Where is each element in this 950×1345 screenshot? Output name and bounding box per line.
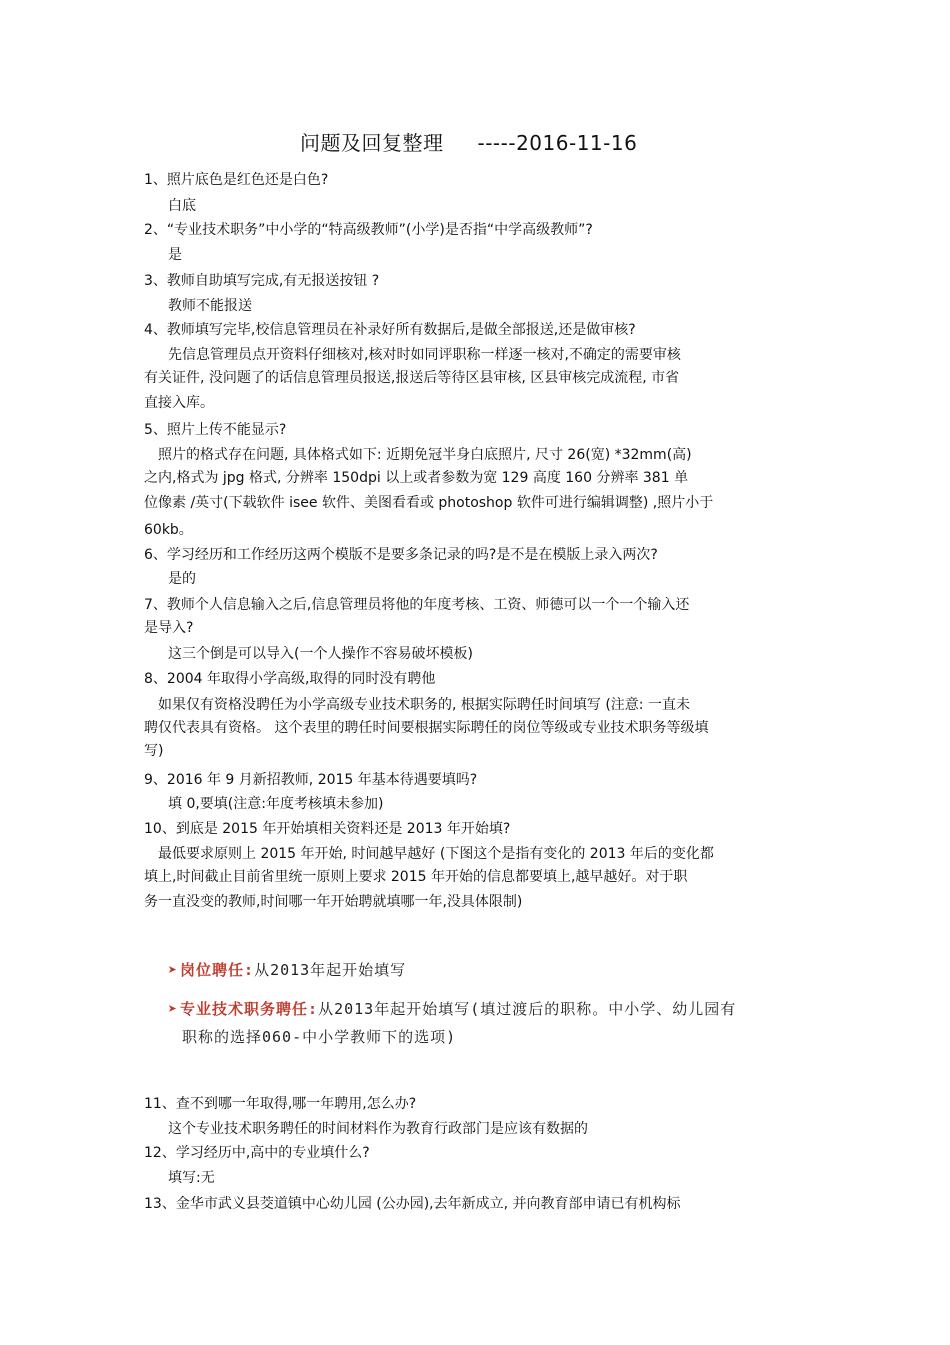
answer-4-line-2: 有关证件, 没问题了的话信息管理员报送,报送后等待区县审核, 区县审核完成流程, 市省 (144, 370, 680, 386)
answer-5-line-3: 位像素 /英寸(下载软件 isee 软件、美图看看或 photoshop 软件可进行编辑调整) ,照片小于 (144, 495, 714, 511)
answer-2: 是 (168, 247, 182, 263)
arrow-icon: ➤ (168, 1000, 179, 1018)
note-text-1: 从2013年起开始填写 (254, 961, 407, 979)
answer-1: 白底 (168, 198, 196, 214)
answer-12: 填写:无 (168, 1170, 215, 1186)
answer-8-line-1: 如果仅有资格没聘任为小学高级专业技术职务的, 根据实际聘任时间填写 (注意: 一直未 (158, 697, 690, 713)
question-13: 13、金华市武义县茭道镇中心幼儿园 (公办园),去年新成立, 并向教育部申请已有机构标 (144, 1196, 681, 1212)
question-10: 10、到底是 2015 年开始填相关资料还是 2013 年开始填? (144, 821, 511, 837)
answer-4-line-3: 直接入库。 (144, 395, 214, 411)
arrow-icon: ➤ (168, 961, 179, 979)
answer-6: 是的 (168, 571, 196, 587)
question-8: 8、2004 年取得小学高级,取得的同时没有聘他 (144, 671, 436, 687)
note-label-2: 专业技术职务聘任: (180, 1000, 319, 1018)
question-12: 12、学习经历中,高中的专业填什么? (144, 1145, 370, 1161)
answer-4-line-1: 先信息管理员点开资料仔细核对,核对时如同评职称一样逐一核对,不确定的需要审核 (168, 347, 681, 363)
question-4: 4、教师填写完毕,校信息管理员在补录好所有数据后,是做全部报送,还是做审核? (144, 322, 636, 338)
note-label-1: 岗位聘任: (180, 961, 255, 979)
question-9: 9、2016 年 9 月新招教师, 2015 年基本待遇要填吗? (144, 772, 478, 788)
note-item-1 (168, 960, 406, 980)
answer-9: 填 0,要填(注意:年度考核填未参加) (168, 796, 384, 812)
question-7-line-2: 是导入? (144, 620, 194, 636)
answer-11: 这个专业技术职务聘任的时间材料作为教育行政部门是应该有数据的 (168, 1121, 588, 1137)
answer-8-line-2: 聘仅代表具有资格。 这个表里的聘任时间要根据实际聘任的岗位等级或专业技术职务等级填 (144, 720, 709, 736)
answer-10-line-1: 最低要求原则上 2015 年开始, 时间越早越好 (下图这个是指有变化的 2013 年后的变化都 (158, 846, 714, 862)
question-2: 2、“专业技术职务”中小学的“特高级教师”(小学)是否指“中学高级教师”? (144, 222, 593, 238)
note-text-2-continued: 职称的选择060-中小学教师下的选项) (182, 1028, 457, 1046)
question-3: 3、教师自助填写完成,有无报送按钮 ? (144, 273, 380, 289)
answer-5-line-1: 照片的格式存在问题, 具体格式如下: 近期免冠半身白底照片, 尺寸 26(宽) *32mm(高) (158, 447, 692, 463)
note-text-2: 从2013年起开始填写(填过渡后的职称。中小学、幼儿园有 (318, 1000, 737, 1018)
question-5: 5、照片上传不能显示? (144, 422, 287, 438)
answer-5-line-4: 60kb。 (144, 522, 193, 538)
title-date: -----2016-11-16 (477, 131, 638, 155)
answer-8-line-3: 写) (144, 743, 164, 759)
question-1: 1、照片底色是红色还是白色? (144, 172, 329, 188)
page-title (300, 130, 637, 156)
answer-5-line-2: 之内,格式为 jpg 格式, 分辨率 150dpi 以上或者参数为宽 129 高度 160 分辨率 381 单 (144, 470, 689, 486)
note-item-2 (168, 999, 736, 1019)
question-11: 11、查不到哪一年取得,哪一年聘用,怎么办? (144, 1096, 417, 1112)
title-main: 问题及回复整理 (300, 131, 444, 155)
answer-7: 这三个倒是可以导入(一个人操作不容易破坏模板) (168, 646, 473, 662)
answer-3: 教师不能报送 (168, 298, 252, 314)
answer-10-line-3: 务一直没变的教师,时间哪一年开始聘就填哪一年,没具体限制) (144, 894, 523, 910)
question-7-line-1: 7、教师个人信息输入之后,信息管理员将他的年度考核、工资、师德可以一个一个输入还 (144, 597, 690, 613)
question-6: 6、学习经历和工作经历这两个模版不是要多条记录的吗?是不是在模版上录入两次? (144, 547, 658, 563)
answer-10-line-2: 填上,时间截止目前省里统一原则上要求 2015 年开始的信息都要填上,越早越好。对于职 (144, 869, 688, 885)
